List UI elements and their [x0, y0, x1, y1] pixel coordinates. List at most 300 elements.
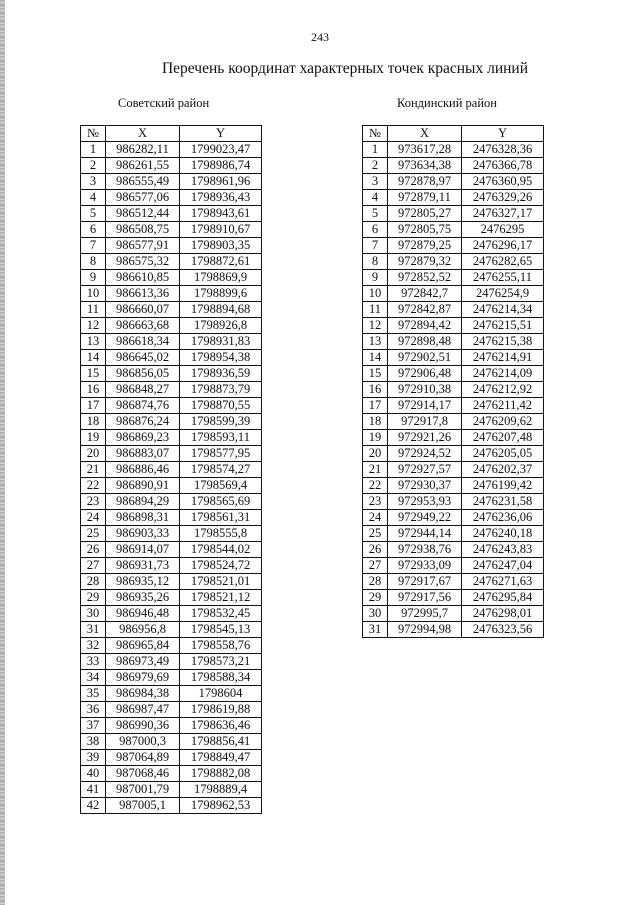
cell-number: 39 — [81, 750, 106, 766]
cell-y: 1798555,8 — [180, 526, 262, 542]
cell-number: 9 — [81, 270, 106, 286]
cell-number: 25 — [81, 526, 106, 542]
cell-number: 29 — [363, 590, 388, 606]
table-row — [81, 286, 262, 302]
cell-x: 972894,42 — [388, 318, 462, 334]
table-row — [81, 558, 262, 574]
cell-y: 1798619,88 — [180, 702, 262, 718]
cell-x: 986979,69 — [106, 670, 180, 686]
cell-y: 1798604 — [180, 686, 262, 702]
cell-x: 986869,23 — [106, 430, 180, 446]
table-row — [81, 462, 262, 478]
cell-number: 8 — [81, 254, 106, 270]
cell-y: 1798849,47 — [180, 750, 262, 766]
cell-x: 986874,76 — [106, 398, 180, 414]
cell-number: 23 — [81, 494, 106, 510]
cell-x: 986577,06 — [106, 190, 180, 206]
cell-number: 4 — [81, 190, 106, 206]
cell-number: 5 — [363, 206, 388, 222]
cell-number: 27 — [81, 558, 106, 574]
cell-number: 2 — [363, 158, 388, 174]
table-row — [363, 510, 544, 526]
page-number: 243 — [311, 30, 329, 44]
cell-number: 22 — [363, 478, 388, 494]
cell-number: 17 — [81, 398, 106, 414]
cell-number: 13 — [363, 334, 388, 350]
cell-y: 1798873,79 — [180, 382, 262, 398]
cell-y: 2476240,18 — [462, 526, 544, 542]
cell-y: 2476271,63 — [462, 574, 544, 590]
cell-y: 2476236,06 — [462, 510, 544, 526]
cell-y: 1798936,43 — [180, 190, 262, 206]
cell-number: 2 — [81, 158, 106, 174]
cell-number: 6 — [81, 222, 106, 238]
cell-y: 1798961,96 — [180, 174, 262, 190]
cell-number: 11 — [81, 302, 106, 318]
cell-x: 986894,29 — [106, 494, 180, 510]
cell-y: 1798521,12 — [180, 590, 262, 606]
cell-y: 1798588,34 — [180, 670, 262, 686]
cell-x: 972852,52 — [388, 270, 462, 286]
cell-number: 14 — [363, 350, 388, 366]
table-row — [81, 414, 262, 430]
table-row — [363, 494, 544, 510]
cell-x: 972917,56 — [388, 590, 462, 606]
table-row — [81, 318, 262, 334]
coordinates-table-kondinsky — [362, 125, 544, 638]
table-row — [81, 606, 262, 622]
cell-x: 972938,76 — [388, 542, 462, 558]
cell-y: 1798521,01 — [180, 574, 262, 590]
cell-y: 1798573,21 — [180, 654, 262, 670]
district-label-sovetsky: Советский район — [118, 96, 210, 110]
cell-x: 972842,7 — [388, 286, 462, 302]
table-row — [363, 526, 544, 542]
cell-x: 972917,67 — [388, 574, 462, 590]
cell-x: 986613,36 — [106, 286, 180, 302]
cell-number: 32 — [81, 638, 106, 654]
cell-x: 986618,34 — [106, 334, 180, 350]
cell-number: 16 — [81, 382, 106, 398]
table-row — [363, 478, 544, 494]
table-row — [81, 782, 262, 798]
cell-x: 972879,32 — [388, 254, 462, 270]
cell-y: 1798577,95 — [180, 446, 262, 462]
cell-number: 30 — [81, 606, 106, 622]
cell-y: 2476212,92 — [462, 382, 544, 398]
cell-y: 2476327,17 — [462, 206, 544, 222]
cell-y: 2476202,37 — [462, 462, 544, 478]
cell-y: 1798636,46 — [180, 718, 262, 734]
cell-number: 42 — [81, 798, 106, 814]
table-row — [81, 350, 262, 366]
cell-x: 972994,98 — [388, 622, 462, 638]
table-row — [81, 702, 262, 718]
cell-number: 28 — [363, 574, 388, 590]
table-row — [81, 750, 262, 766]
table-row — [363, 286, 544, 302]
table-row — [363, 462, 544, 478]
cell-x: 986577,91 — [106, 238, 180, 254]
cell-number: 22 — [81, 478, 106, 494]
cell-y: 2476207,48 — [462, 430, 544, 446]
cell-y: 2476298,01 — [462, 606, 544, 622]
cell-y: 1798558,76 — [180, 638, 262, 654]
cell-number: 41 — [81, 782, 106, 798]
cell-x: 986965,84 — [106, 638, 180, 654]
cell-y: 2476214,09 — [462, 366, 544, 382]
cell-number: 11 — [363, 302, 388, 318]
cell-x: 986946,48 — [106, 606, 180, 622]
cell-number: 34 — [81, 670, 106, 686]
cell-y: 2476199,42 — [462, 478, 544, 494]
table-row — [363, 590, 544, 606]
cell-y: 2476215,38 — [462, 334, 544, 350]
cell-x: 972879,11 — [388, 190, 462, 206]
cell-number: 1 — [363, 142, 388, 158]
cell-number: 40 — [81, 766, 106, 782]
cell-x: 972933,09 — [388, 558, 462, 574]
cell-y: 2476247,04 — [462, 558, 544, 574]
table-row — [363, 446, 544, 462]
table-row — [363, 158, 544, 174]
cell-x: 972930,37 — [388, 478, 462, 494]
cell-x: 986645,02 — [106, 350, 180, 366]
cell-y: 2476295 — [462, 222, 544, 238]
cell-number: 23 — [363, 494, 388, 510]
table-row — [81, 638, 262, 654]
cell-x: 987068,46 — [106, 766, 180, 782]
table-row — [81, 190, 262, 206]
cell-number: 15 — [81, 366, 106, 382]
cell-y: 2476209,62 — [462, 414, 544, 430]
cell-number: 24 — [363, 510, 388, 526]
cell-y: 1798872,61 — [180, 254, 262, 270]
cell-number: 13 — [81, 334, 106, 350]
table-row — [363, 238, 544, 254]
cell-number: 10 — [81, 286, 106, 302]
table-row — [81, 686, 262, 702]
cell-number: 29 — [81, 590, 106, 606]
cell-number: 37 — [81, 718, 106, 734]
cell-x: 986575,32 — [106, 254, 180, 270]
table-row — [81, 366, 262, 382]
column-header-y: Y — [462, 126, 544, 142]
cell-number: 21 — [81, 462, 106, 478]
table-row — [81, 398, 262, 414]
cell-x: 972924,52 — [388, 446, 462, 462]
table-row — [81, 478, 262, 494]
cell-x: 986856,05 — [106, 366, 180, 382]
cell-number: 30 — [363, 606, 388, 622]
table-row — [81, 542, 262, 558]
table-row — [81, 302, 262, 318]
cell-x: 972914,17 — [388, 398, 462, 414]
table-row — [363, 542, 544, 558]
cell-y: 1798986,74 — [180, 158, 262, 174]
cell-x: 986512,44 — [106, 206, 180, 222]
cell-y: 1798565,69 — [180, 494, 262, 510]
cell-x: 986935,12 — [106, 574, 180, 590]
cell-y: 2476215,51 — [462, 318, 544, 334]
cell-x: 972906,48 — [388, 366, 462, 382]
table-row — [81, 590, 262, 606]
cell-y: 2476323,56 — [462, 622, 544, 638]
table-header-row — [363, 126, 544, 142]
table-row — [81, 206, 262, 222]
cell-y: 2476329,26 — [462, 190, 544, 206]
table-row — [81, 574, 262, 590]
cell-number: 12 — [81, 318, 106, 334]
cell-number: 24 — [81, 510, 106, 526]
cell-y: 2476366,78 — [462, 158, 544, 174]
cell-x: 986261,55 — [106, 158, 180, 174]
cell-y: 1798931,83 — [180, 334, 262, 350]
cell-x: 972898,48 — [388, 334, 462, 350]
table-row — [81, 270, 262, 286]
cell-x: 986931,73 — [106, 558, 180, 574]
cell-y: 1798524,72 — [180, 558, 262, 574]
cell-y: 2476243,83 — [462, 542, 544, 558]
cell-y: 1798903,35 — [180, 238, 262, 254]
table-row — [363, 334, 544, 350]
table-header-row — [81, 126, 262, 142]
cell-number: 16 — [363, 382, 388, 398]
cell-y: 1798899,6 — [180, 286, 262, 302]
table-row — [81, 718, 262, 734]
column-header-number: № — [363, 126, 388, 142]
cell-number: 31 — [363, 622, 388, 638]
table-row — [81, 734, 262, 750]
cell-x: 986282,11 — [106, 142, 180, 158]
table-row — [363, 142, 544, 158]
cell-x: 972927,57 — [388, 462, 462, 478]
cell-y: 2476296,17 — [462, 238, 544, 254]
cell-y: 1798574,27 — [180, 462, 262, 478]
cell-x: 986663,68 — [106, 318, 180, 334]
table-row — [81, 430, 262, 446]
cell-y: 1798593,11 — [180, 430, 262, 446]
cell-number: 25 — [363, 526, 388, 542]
cell-y: 2476231,58 — [462, 494, 544, 510]
cell-number: 28 — [81, 574, 106, 590]
coordinates-table-sovetsky — [80, 125, 262, 814]
cell-number: 6 — [363, 222, 388, 238]
table-row — [363, 382, 544, 398]
cell-number: 35 — [81, 686, 106, 702]
cell-y: 2476214,91 — [462, 350, 544, 366]
page-title: Перечень координат характерных точек красных линий — [161, 60, 529, 77]
cell-y: 1798936,59 — [180, 366, 262, 382]
table-row — [81, 622, 262, 638]
cell-x: 986914,07 — [106, 542, 180, 558]
cell-number: 33 — [81, 654, 106, 670]
table-row — [363, 270, 544, 286]
cell-x: 972917,8 — [388, 414, 462, 430]
cell-x: 972805,75 — [388, 222, 462, 238]
cell-y: 1798544,02 — [180, 542, 262, 558]
table-row — [81, 238, 262, 254]
table-row — [363, 174, 544, 190]
cell-y: 1798869,9 — [180, 270, 262, 286]
cell-x: 987000,3 — [106, 734, 180, 750]
table-row — [363, 430, 544, 446]
cell-x: 972949,22 — [388, 510, 462, 526]
cell-number: 7 — [81, 238, 106, 254]
cell-x: 986890,91 — [106, 478, 180, 494]
cell-x: 986660,07 — [106, 302, 180, 318]
cell-y: 1798962,53 — [180, 798, 262, 814]
cell-x: 986555,49 — [106, 174, 180, 190]
cell-x: 972805,27 — [388, 206, 462, 222]
table-row — [363, 574, 544, 590]
cell-x: 986935,26 — [106, 590, 180, 606]
cell-x: 987064,89 — [106, 750, 180, 766]
cell-y: 2476214,34 — [462, 302, 544, 318]
cell-x: 986848,27 — [106, 382, 180, 398]
cell-number: 5 — [81, 206, 106, 222]
cell-y: 2476360,95 — [462, 174, 544, 190]
table-row — [81, 798, 262, 814]
cell-x: 986886,46 — [106, 462, 180, 478]
cell-number: 4 — [363, 190, 388, 206]
cell-number: 1 — [81, 142, 106, 158]
table-row — [363, 558, 544, 574]
cell-number: 31 — [81, 622, 106, 638]
cell-number: 17 — [363, 398, 388, 414]
cell-x: 972995,7 — [388, 606, 462, 622]
table-row — [363, 190, 544, 206]
table-row — [363, 206, 544, 222]
cell-number: 27 — [363, 558, 388, 574]
cell-number: 20 — [363, 446, 388, 462]
cell-y: 1798943,61 — [180, 206, 262, 222]
table-row — [81, 526, 262, 542]
cell-x: 972902,51 — [388, 350, 462, 366]
cell-number: 3 — [363, 174, 388, 190]
cell-x: 986898,31 — [106, 510, 180, 526]
scan-edge — [0, 0, 5, 905]
table-row — [81, 670, 262, 686]
cell-x: 986973,49 — [106, 654, 180, 670]
column-header-x: X — [388, 126, 462, 142]
table-row — [363, 606, 544, 622]
cell-y: 1798561,31 — [180, 510, 262, 526]
cell-y: 1798882,08 — [180, 766, 262, 782]
cell-y: 1798870,55 — [180, 398, 262, 414]
cell-y: 1798910,67 — [180, 222, 262, 238]
table-row — [81, 766, 262, 782]
cell-y: 1798954,38 — [180, 350, 262, 366]
cell-number: 19 — [363, 430, 388, 446]
cell-y: 1798856,41 — [180, 734, 262, 750]
cell-x: 972842,87 — [388, 302, 462, 318]
cell-number: 18 — [363, 414, 388, 430]
table-row — [81, 654, 262, 670]
table-row — [81, 254, 262, 270]
cell-y: 1798889,4 — [180, 782, 262, 798]
cell-x: 987005,1 — [106, 798, 180, 814]
table-row — [363, 254, 544, 270]
table-row — [81, 494, 262, 510]
cell-number: 18 — [81, 414, 106, 430]
table-row — [363, 302, 544, 318]
cell-x: 986990,36 — [106, 718, 180, 734]
cell-y: 2476295,84 — [462, 590, 544, 606]
cell-x: 986883,07 — [106, 446, 180, 462]
cell-number: 12 — [363, 318, 388, 334]
cell-x: 972921,26 — [388, 430, 462, 446]
column-header-number: № — [81, 126, 106, 142]
cell-number: 26 — [363, 542, 388, 558]
cell-number: 38 — [81, 734, 106, 750]
cell-y: 1798532,45 — [180, 606, 262, 622]
cell-number: 3 — [81, 174, 106, 190]
cell-y: 1798599,39 — [180, 414, 262, 430]
cell-number: 36 — [81, 702, 106, 718]
cell-x: 973617,28 — [388, 142, 462, 158]
cell-x: 986984,38 — [106, 686, 180, 702]
table-row — [363, 318, 544, 334]
table-row — [81, 334, 262, 350]
cell-y: 2476211,42 — [462, 398, 544, 414]
cell-number: 10 — [363, 286, 388, 302]
table-row — [81, 158, 262, 174]
cell-x: 973634,38 — [388, 158, 462, 174]
cell-number: 26 — [81, 542, 106, 558]
cell-x: 972878,97 — [388, 174, 462, 190]
cell-x: 986610,85 — [106, 270, 180, 286]
cell-number: 7 — [363, 238, 388, 254]
table-row — [81, 446, 262, 462]
table-row — [81, 142, 262, 158]
cell-x: 986987,47 — [106, 702, 180, 718]
table-row — [81, 510, 262, 526]
cell-number: 21 — [363, 462, 388, 478]
table-row — [81, 222, 262, 238]
cell-number: 14 — [81, 350, 106, 366]
table-row — [363, 366, 544, 382]
cell-y: 1798894,68 — [180, 302, 262, 318]
district-label-kondinsky: Кондинский район — [397, 96, 497, 110]
cell-number: 9 — [363, 270, 388, 286]
table-row — [81, 382, 262, 398]
cell-x: 986508,75 — [106, 222, 180, 238]
cell-y: 1799023,47 — [180, 142, 262, 158]
table-row — [363, 222, 544, 238]
cell-x: 972910,38 — [388, 382, 462, 398]
cell-number: 20 — [81, 446, 106, 462]
cell-y: 2476255,11 — [462, 270, 544, 286]
cell-x: 986903,33 — [106, 526, 180, 542]
cell-number: 19 — [81, 430, 106, 446]
cell-number: 15 — [363, 366, 388, 382]
cell-y: 2476328,36 — [462, 142, 544, 158]
cell-x: 987001,79 — [106, 782, 180, 798]
cell-x: 986876,24 — [106, 414, 180, 430]
cell-y: 2476282,65 — [462, 254, 544, 270]
table-row — [363, 398, 544, 414]
table-row — [81, 174, 262, 190]
cell-y: 2476205,05 — [462, 446, 544, 462]
cell-x: 972879,25 — [388, 238, 462, 254]
cell-y: 2476254,9 — [462, 286, 544, 302]
cell-y: 1798545,13 — [180, 622, 262, 638]
cell-number: 8 — [363, 254, 388, 270]
cell-x: 972953,93 — [388, 494, 462, 510]
column-header-x: X — [106, 126, 180, 142]
column-header-y: Y — [180, 126, 262, 142]
